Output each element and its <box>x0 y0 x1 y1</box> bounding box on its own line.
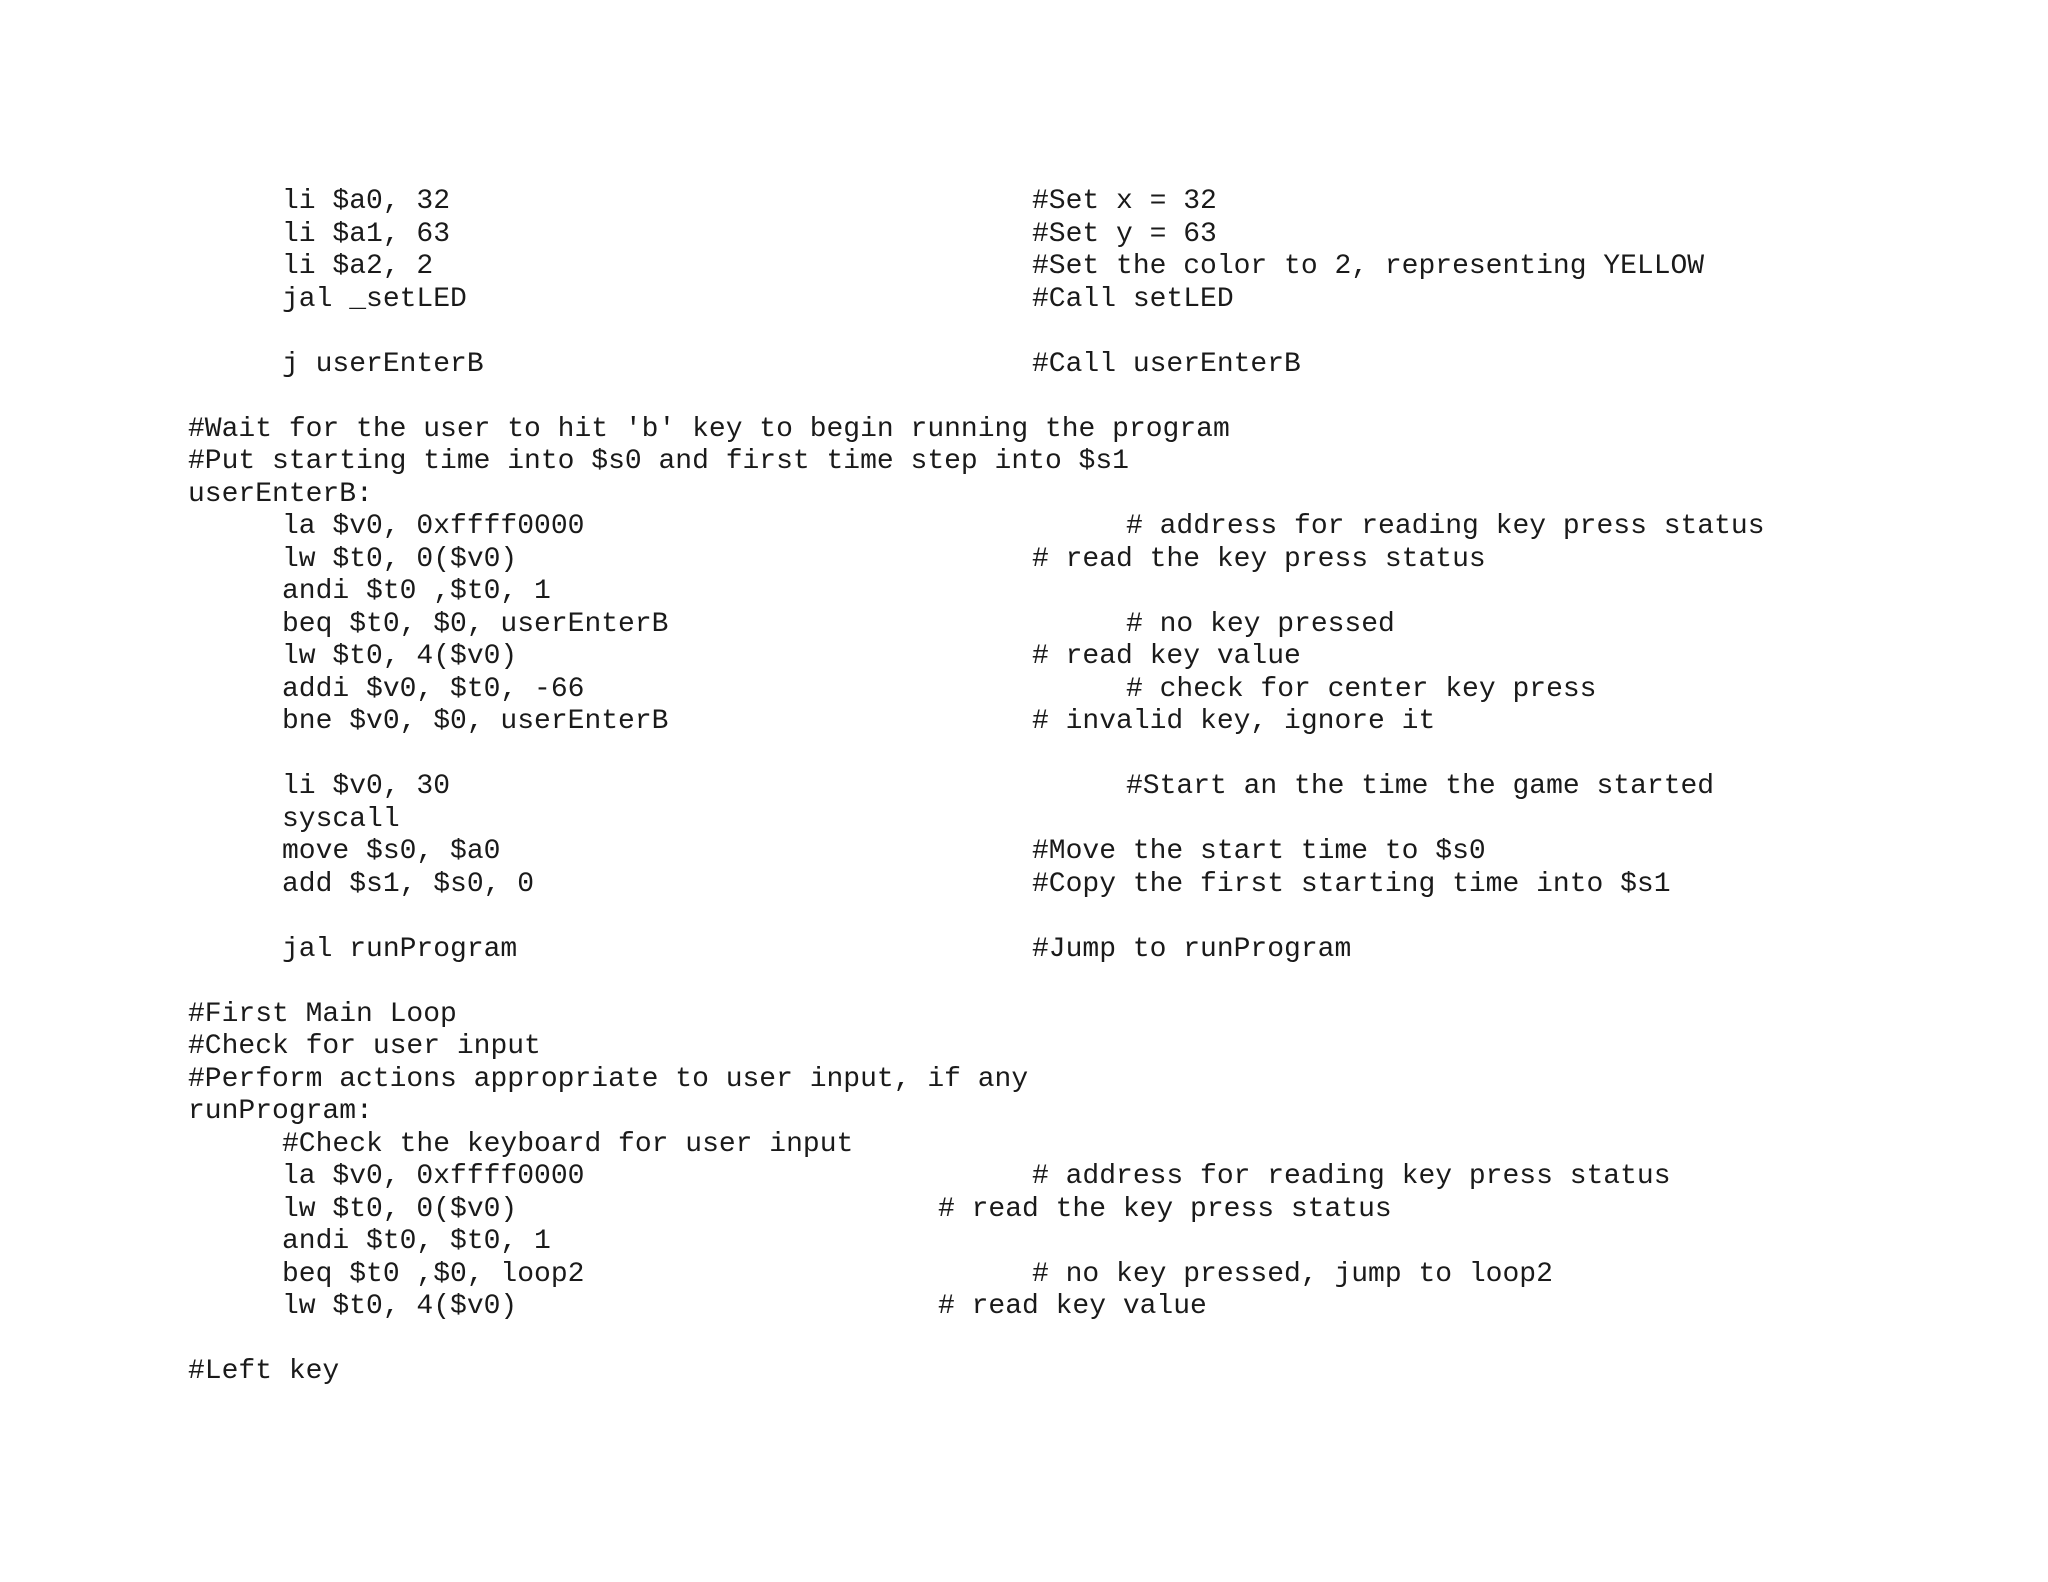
code-label-or-comment: #Perform actions appropriate to user input, if any <box>188 1063 1029 1095</box>
code-line <box>188 349 2008 382</box>
code-label-or-comment: #Left key <box>188 1356 340 1387</box>
code-instruction: bne $v0, $0, userEnterB <box>282 706 669 737</box>
code-line <box>188 316 2008 349</box>
code-comment: # read the key press status <box>1032 543 1486 575</box>
code-comment: #Call userEnterB <box>1032 348 1301 380</box>
code-line <box>188 869 2008 902</box>
code-instruction: add $s1, $s0, 0 <box>282 868 535 900</box>
code-line <box>188 1291 2008 1324</box>
code-instruction: move $s0, $a0 <box>282 836 501 867</box>
code-line <box>188 739 2008 772</box>
code-label-or-comment: #Check for user input <box>188 1031 541 1062</box>
code-comment: #Call setLED <box>1032 283 1234 315</box>
code-instruction: jal _setLED <box>282 283 467 315</box>
code-line <box>188 284 2008 317</box>
code-instruction: andi $t0, $t0, 1 <box>282 1226 551 1257</box>
code-line <box>188 1031 2008 1064</box>
code-comment: #Set x = 32 <box>1032 186 1217 217</box>
code-line <box>188 186 2008 219</box>
code-instruction: li $a2, 2 <box>282 251 434 282</box>
code-line <box>188 251 2008 284</box>
code-instruction: andi $t0 ,$t0, 1 <box>282 576 551 607</box>
code-instruction: li $a0, 32 <box>282 186 451 217</box>
code-instruction: la $v0, 0xffff0000 <box>282 511 585 542</box>
code-instruction: syscall <box>282 803 400 835</box>
code-line <box>188 836 2008 869</box>
code-instruction: li $a1, 63 <box>282 218 451 250</box>
code-line <box>188 219 2008 252</box>
code-line <box>188 771 2008 804</box>
code-comment: # no key pressed, jump to loop2 <box>1032 1258 1553 1290</box>
code-instruction: jal runProgram <box>282 933 518 965</box>
code-instruction: la $v0, 0xffff0000 <box>282 1161 585 1192</box>
code-line <box>188 1194 2008 1227</box>
code-line <box>188 544 2008 577</box>
code-line <box>188 511 2008 544</box>
code-label-or-comment: runProgram: <box>188 1096 373 1127</box>
code-line <box>188 381 2008 414</box>
code-comment: # check for center key press <box>1126 673 1597 705</box>
code-line <box>188 446 2008 479</box>
code-instruction: lw $t0, 4($v0) <box>282 641 518 672</box>
code-comment: # no key pressed <box>1126 608 1395 640</box>
code-comment: # read key value <box>1032 641 1301 672</box>
code-instruction: #Check the keyboard for user input <box>282 1128 854 1160</box>
code-line <box>188 966 2008 999</box>
code-line <box>188 641 2008 674</box>
code-comment: #Set y = 63 <box>1032 218 1217 250</box>
code-comment: # address for reading key press status <box>1126 511 1765 542</box>
code-line <box>188 609 2008 642</box>
code-label-or-comment: userEnterB: <box>188 478 373 510</box>
code-line <box>188 934 2008 967</box>
code-line <box>188 804 2008 837</box>
code-instruction: beq $t0, $0, userEnterB <box>282 608 669 640</box>
code-instruction: beq $t0 ,$0, loop2 <box>282 1258 585 1290</box>
code-instruction: lw $t0, 4($v0) <box>282 1291 518 1322</box>
code-instruction: li $v0, 30 <box>282 771 451 802</box>
code-line <box>188 706 2008 739</box>
code-comment: #Move the start time to $s0 <box>1032 836 1486 867</box>
code-line <box>188 1096 2008 1129</box>
code-label-or-comment: #First Main Loop <box>188 998 457 1030</box>
code-line <box>188 901 2008 934</box>
code-line <box>188 1161 2008 1194</box>
code-line <box>188 1259 2008 1292</box>
code-instruction: lw $t0, 0($v0) <box>282 543 518 575</box>
code-line <box>188 479 2008 512</box>
code-comment: # address for reading key press status <box>1032 1161 1671 1192</box>
code-line <box>188 1226 2008 1259</box>
code-line <box>188 414 2008 447</box>
code-comment: #Set the color to 2, representing YELLOW <box>1032 251 1705 282</box>
code-comment: #Copy the first starting time into $s1 <box>1032 868 1671 900</box>
code-line <box>188 576 2008 609</box>
code-comment: #Jump to runProgram <box>1032 933 1352 965</box>
assembly-code-listing <box>188 186 2008 1389</box>
code-comment: # read the key press status <box>938 1193 1392 1225</box>
code-instruction: lw $t0, 0($v0) <box>282 1193 518 1225</box>
code-line <box>188 1129 2008 1162</box>
code-comment: # invalid key, ignore it <box>1032 706 1436 737</box>
code-label-or-comment: #Put starting time into $s0 and first time step into $s1 <box>188 446 1129 477</box>
code-line <box>188 1356 2008 1389</box>
code-instruction: j userEnterB <box>282 348 484 380</box>
code-line <box>188 999 2008 1032</box>
code-instruction: addi $v0, $t0, -66 <box>282 673 585 705</box>
code-comment: #Start an the time the game started <box>1126 771 1715 802</box>
code-line <box>188 674 2008 707</box>
code-label-or-comment: #Wait for the user to hit 'b' key to begin running the program <box>188 413 1230 445</box>
code-line <box>188 1064 2008 1097</box>
code-comment: # read key value <box>938 1291 1207 1322</box>
code-line <box>188 1324 2008 1357</box>
